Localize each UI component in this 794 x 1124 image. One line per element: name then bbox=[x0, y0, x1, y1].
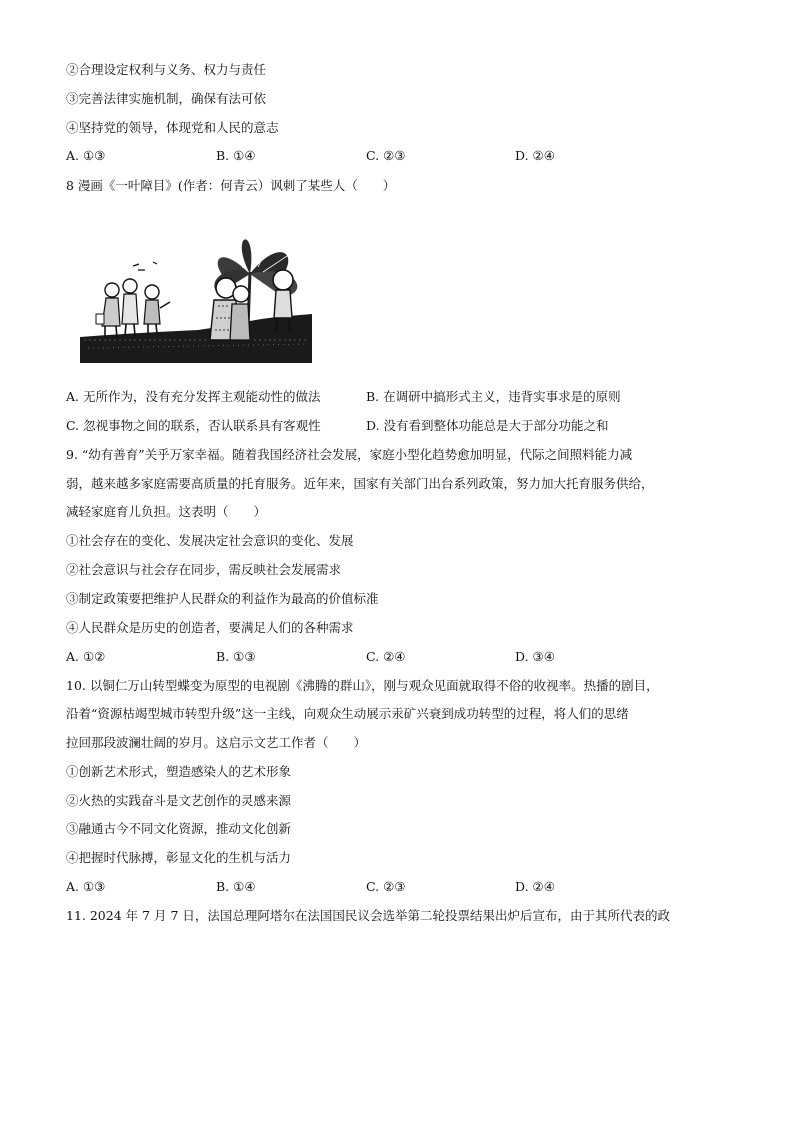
q10-statement-2: ②火热的实践奋斗是文艺创作的灵感来源 bbox=[66, 793, 292, 808]
q9-option-d: D. ③④ bbox=[515, 649, 555, 664]
q10-options bbox=[66, 879, 766, 895]
q11-stem-line-1: 11. 2024 年 7 月 7 日，法国总理阿塔尔在法国国民议会选举第二轮投票结果出炉后宣布，由于其所代表的政 bbox=[66, 908, 670, 923]
q9-stem-line-2: 弱，越来越多家庭需要高质量的托育服务。近年来，国家有关部门出台系列政策，努力加大托育服务供给， bbox=[66, 476, 654, 491]
q9-stem-line-3: 减轻家庭育儿负担。这表明（ ） bbox=[66, 504, 267, 519]
q9-statement-3: ③制定政策要把维护人民群众的利益作为最高的价值标准 bbox=[66, 591, 379, 606]
q7-option-b: B. ①④ bbox=[216, 148, 256, 163]
q10-statement-1: ①创新艺术形式，塑造感染人的艺术形象 bbox=[66, 764, 292, 779]
q10-statement-3: ③融通古今不同文化资源，推动文化创新 bbox=[66, 821, 292, 836]
q10-option-a: A. ①③ bbox=[66, 879, 106, 894]
q9-statement-2: ②社会意识与社会存在同步，需反映社会发展需求 bbox=[66, 562, 342, 577]
q7-statement-4: ④坚持党的领导，体现党和人民的意志 bbox=[66, 120, 279, 135]
q10-statement-4: ④把握时代脉搏，彰显文化的生机与活力 bbox=[66, 850, 292, 865]
q7-options bbox=[66, 148, 766, 164]
q9-statement-1: ①社会存在的变化、发展决定社会意识的变化、发展 bbox=[66, 533, 354, 548]
q7-option-a: A. ①③ bbox=[66, 148, 106, 163]
q7-option-c: C. ②③ bbox=[366, 148, 406, 163]
cartoon-illustration bbox=[78, 222, 314, 366]
q9-options bbox=[66, 649, 766, 665]
q8-options-row-1 bbox=[66, 389, 766, 405]
q10-stem-line-3: 拉回那段波澜壮阔的岁月。这启示文艺工作者（ ） bbox=[66, 735, 367, 750]
q10-option-d: D. ②④ bbox=[515, 879, 555, 894]
q9-option-a: A. ①② bbox=[66, 649, 106, 664]
q8-option-c: C. 忽视事物之间的联系，否认联系具有客观性 bbox=[66, 418, 321, 433]
q8-stem: 8 漫画《一叶障目》(作者：何青云）讽刺了某些人（ ） bbox=[66, 178, 396, 193]
q10-option-b: B. ①④ bbox=[216, 879, 256, 894]
q10-stem-line-1: 10. 以铜仁万山转型蝶变为原型的电视剧《沸腾的群山》，刚与观众见面就取得不俗的收视率。热播的剧目， bbox=[66, 678, 659, 693]
q10-stem-line-2: 沿着“资源枯竭型城市转型升级”这一主线，向观众生动展示汞矿兴衰到成功转型的过程，将人们的思绪 bbox=[66, 706, 629, 721]
q9-statement-4: ④人民群众是历史的创造者，要满足人们的各种需求 bbox=[66, 620, 354, 635]
q10-option-c: C. ②③ bbox=[366, 879, 406, 894]
q9-stem-line-1: 9. “幼有善育”关乎万家幸福。随着我国经济社会发展，家庭小型化趋势愈加明显，代际之间照料能力减 bbox=[66, 447, 633, 462]
q9-option-b: B. ①③ bbox=[216, 649, 256, 664]
q7-option-d: D. ②④ bbox=[515, 148, 555, 163]
q7-statement-3: ③完善法律实施机制，确保有法可依 bbox=[66, 91, 267, 106]
q8-options-row-2 bbox=[66, 418, 766, 434]
q7-statement-2: ②合理设定权利与义务、权力与责任 bbox=[66, 62, 267, 77]
q8-option-b: B. 在调研中搞形式主义，违背实事求是的原则 bbox=[366, 389, 621, 404]
q8-option-a: A. 无所作为，没有充分发挥主观能动性的做法 bbox=[66, 389, 321, 404]
q8-option-d: D. 没有看到整体功能总是大于部分功能之和 bbox=[366, 418, 609, 433]
q9-option-c: C. ②④ bbox=[366, 649, 406, 664]
